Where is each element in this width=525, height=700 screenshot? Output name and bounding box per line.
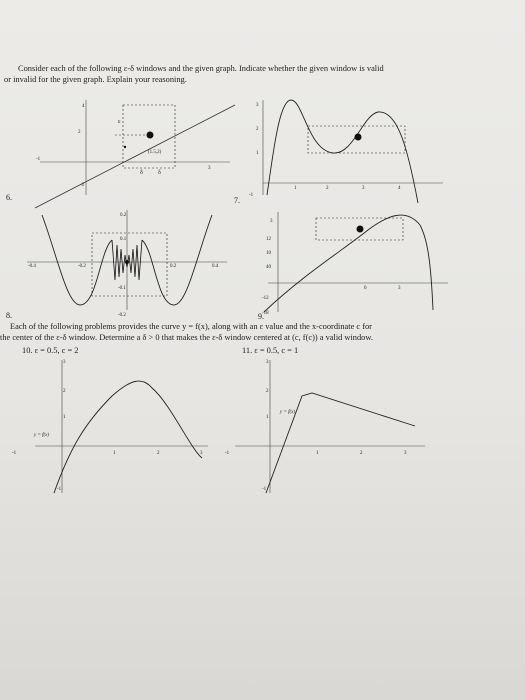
p10-xtick-2: 2 [157, 451, 160, 456]
p8-tick-pos0.4: 0.4 [212, 264, 219, 269]
p11-tick-3: 3 [266, 360, 269, 365]
p7-xtick-1: 1 [294, 186, 297, 191]
p8-tick-neg0.4: -0.4 [28, 264, 36, 269]
problem-6-number: 6. [6, 193, 12, 202]
p7-tick-1: 1 [256, 151, 259, 156]
p6-point-label: (1.5,2) [148, 150, 162, 155]
intro-line-1: Consider each of the following ε-δ windows and the given graph. Indicate whether the given window is valid [18, 64, 384, 73]
p10-tick-2: 2 [63, 389, 66, 394]
center-point [355, 134, 362, 141]
p9-tick-neg18: -18 [262, 311, 269, 316]
p11-tick-2: 2 [266, 389, 269, 394]
graph-problem-9 [258, 210, 458, 320]
p8-tick-pos0.2: 0.2 [170, 264, 177, 269]
p9-xtick-0: 0 [364, 286, 367, 291]
p10-tick-3: 3 [63, 360, 66, 365]
p11-xtick-2: 2 [360, 451, 363, 456]
center-point [125, 260, 129, 264]
graph-problem-7 [253, 95, 453, 205]
p9-tick-12: 12 [266, 237, 271, 242]
p9-tick-neg12: -12 [262, 296, 269, 301]
p10-tick-neg1: -1 [57, 487, 62, 492]
problem-9-number: 9. [258, 312, 264, 321]
problem-8-number: 8. [6, 311, 12, 320]
p10-curve-label: y = f(x) [34, 433, 50, 438]
p11-tick-1: 1 [266, 415, 269, 420]
p7-tick-3: 3 [256, 103, 259, 108]
p6-epsilon: ε [118, 119, 121, 125]
p6-tick-neg1: -1 [36, 157, 41, 162]
p10-xtick-neg1: -1 [12, 451, 17, 456]
p8-tick-0.2: 0.2 [120, 213, 127, 218]
p8-tick-neg0.2: -0.2 [78, 264, 86, 269]
graph-problem-11 [230, 358, 430, 498]
p6-tick-3: 3 [208, 166, 211, 171]
section2-line-1: Each of the following problems provides the curve y = f(x), along with an ε value and the x-coordinate c for [10, 322, 372, 331]
p9-xtick-3: 3 [398, 286, 401, 291]
p11-tick-neg1: -1 [262, 487, 267, 492]
p6-tick-2: 2 [78, 130, 81, 135]
p9-tick-40: 40 [266, 265, 271, 270]
p6-delta-left: δ [140, 170, 143, 176]
p8-tick-0.1: 0.1 [120, 237, 127, 242]
p10-tick-1: 1 [63, 415, 66, 420]
graph-problem-8 [22, 205, 242, 315]
p10-xtick-3: 3 [200, 451, 203, 456]
p11-xtick-neg1: -1 [225, 451, 230, 456]
problem-10-label: 10. ε = 0.5, c = 2 [22, 346, 79, 355]
p6-delta-right: δ [158, 170, 161, 176]
center-point [357, 226, 364, 233]
p10-xtick-1: 1 [113, 451, 116, 456]
p7-tick-neg1: -1 [249, 193, 254, 198]
p11-curve-label: y = f(x) [280, 410, 296, 415]
problem-7-number: 7. [234, 196, 240, 205]
p9-tick-10: 10 [266, 251, 271, 256]
problem-11-label: 11. ε = 0.5, c = 1 [242, 346, 299, 355]
p8-tick-neg0.2b: -0.2 [118, 313, 126, 318]
center-point [147, 132, 154, 139]
p7-tick-2: 2 [256, 127, 259, 132]
p8-tick-neg0.1: -0.1 [118, 286, 126, 291]
p11-xtick-3: 3 [404, 451, 407, 456]
p6-tick-4: 4 [82, 104, 85, 109]
intro-line-2: or invalid for the given graph. Explain your reasoning. [4, 75, 187, 84]
graph-problem-10 [30, 358, 210, 498]
p9-tick-3: 3 [270, 219, 273, 224]
p7-xtick-3: 3 [362, 186, 365, 191]
section2-line-2: the center of the ε-δ window. Determine a δ > 0 that makes the ε-δ window centered at (c, f(c)) a valid window. [0, 333, 373, 342]
p6-tick-neg2: -2 [80, 183, 85, 188]
p7-xtick-2: 2 [326, 186, 329, 191]
p7-xtick-4: 4 [398, 186, 401, 191]
p11-xtick-1: 1 [316, 451, 319, 456]
